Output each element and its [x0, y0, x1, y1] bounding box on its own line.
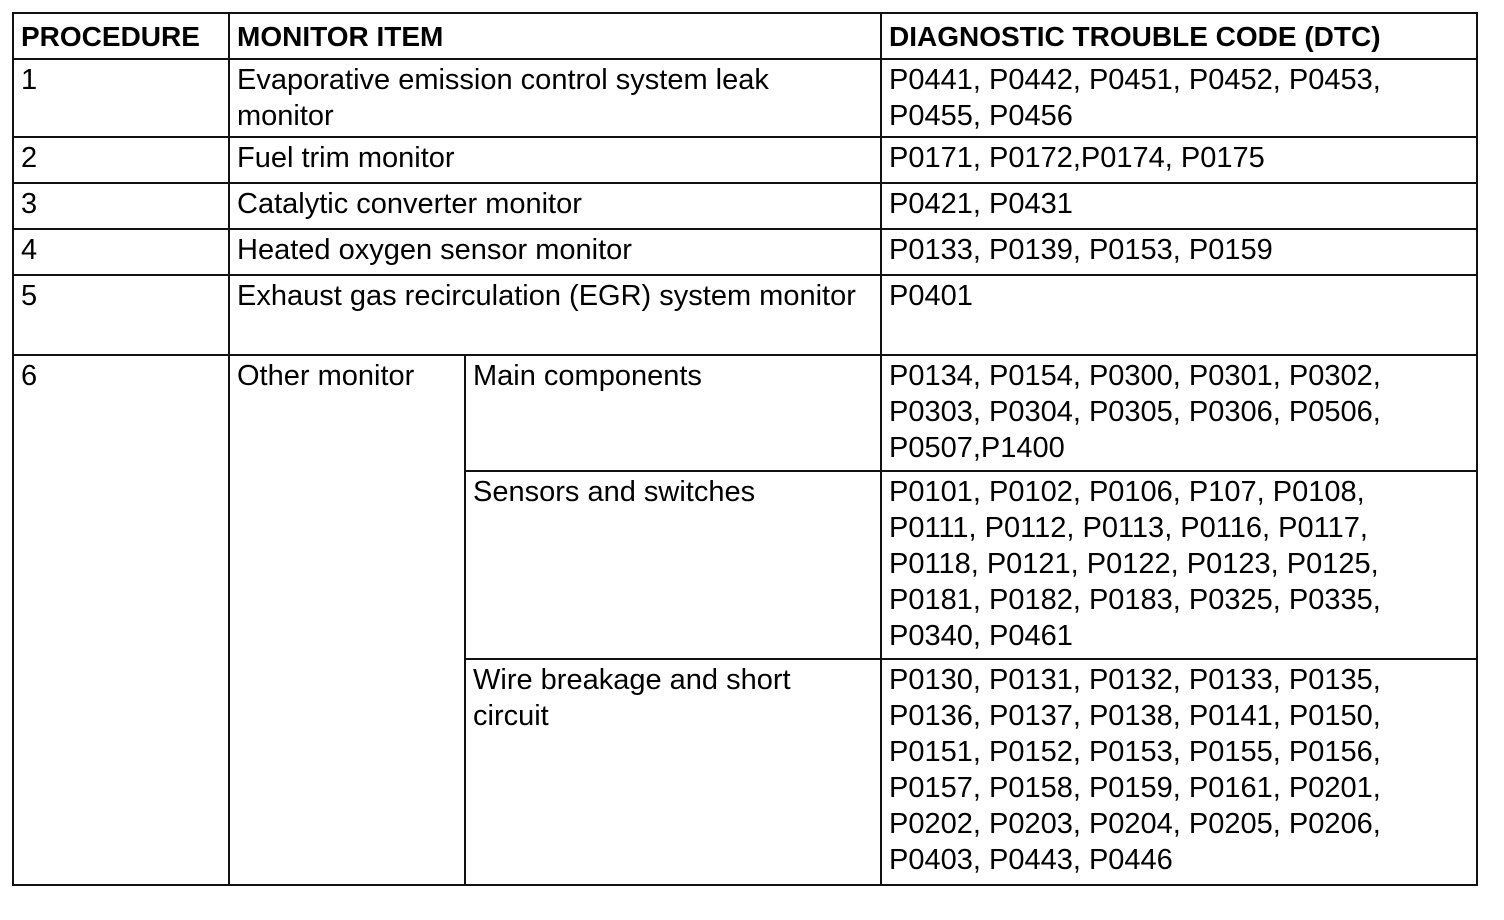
sub-item-cell: Wire breakage and short circuit [465, 659, 881, 885]
procedure-cell: 3 [13, 183, 229, 229]
dtc-cell: P0421, P0431 [881, 183, 1477, 229]
header-dtc: DIAGNOSTIC TROUBLE CODE (DTC) [881, 13, 1477, 59]
monitor-item-cell: Evaporative emission control system leak monitor [229, 59, 881, 137]
dtc-cell: P0171, P0172,P0174, P0175 [881, 137, 1477, 183]
dtc-cell: P0101, P0102, P0106, P107, P0108, P0111, P0112, P0113, P0116, P0117, P0118, P0121, P0122, P0123, P0125, P0181, P0182, P0183, P0325, P0335, P0340, P0461 [881, 471, 1477, 659]
procedure-cell: 5 [13, 275, 229, 355]
table-row [13, 183, 1477, 229]
dtc-cell: P0133, P0139, P0153, P0159 [881, 229, 1477, 275]
table-row [13, 229, 1477, 275]
dtc-table [12, 12, 1478, 886]
sub-item-cell: Main components [465, 355, 881, 471]
procedure-cell: 4 [13, 229, 229, 275]
monitor-item-cell: Heated oxygen sensor monitor [229, 229, 881, 275]
monitor-item-cell: Catalytic converter monitor [229, 183, 881, 229]
monitor-item-cell: Other monitor [229, 355, 465, 885]
sub-item-cell: Sensors and switches [465, 471, 881, 659]
monitor-item-cell: Fuel trim monitor [229, 137, 881, 183]
dtc-cell: P0441, P0442, P0451, P0452, P0453, P0455, P0456 [881, 59, 1477, 137]
table-row [13, 59, 1477, 137]
table-row [13, 137, 1477, 183]
header-row [13, 13, 1477, 59]
header-procedure: PROCEDURE [13, 13, 229, 59]
procedure-cell: 2 [13, 137, 229, 183]
table-row [13, 355, 1477, 471]
dtc-cell: P0134, P0154, P0300, P0301, P0302, P0303, P0304, P0305, P0306, P0506, P0507,P1400 [881, 355, 1477, 471]
dtc-cell: P0130, P0131, P0132, P0133, P0135, P0136, P0137, P0138, P0141, P0150, P0151, P0152, P0153, P0155, P0156, P0157, P0158, P0159, P0161, P0201, P0202, P0203, P0204, P0205, P0206, P0403, P0443, P0446 [881, 659, 1477, 885]
table-row [13, 275, 1477, 355]
dtc-cell: P0401 [881, 275, 1477, 355]
procedure-cell: 1 [13, 59, 229, 137]
header-monitor-item: MONITOR ITEM [229, 13, 881, 59]
procedure-cell: 6 [13, 355, 229, 885]
monitor-item-cell: Exhaust gas recirculation (EGR) system monitor [229, 275, 881, 355]
